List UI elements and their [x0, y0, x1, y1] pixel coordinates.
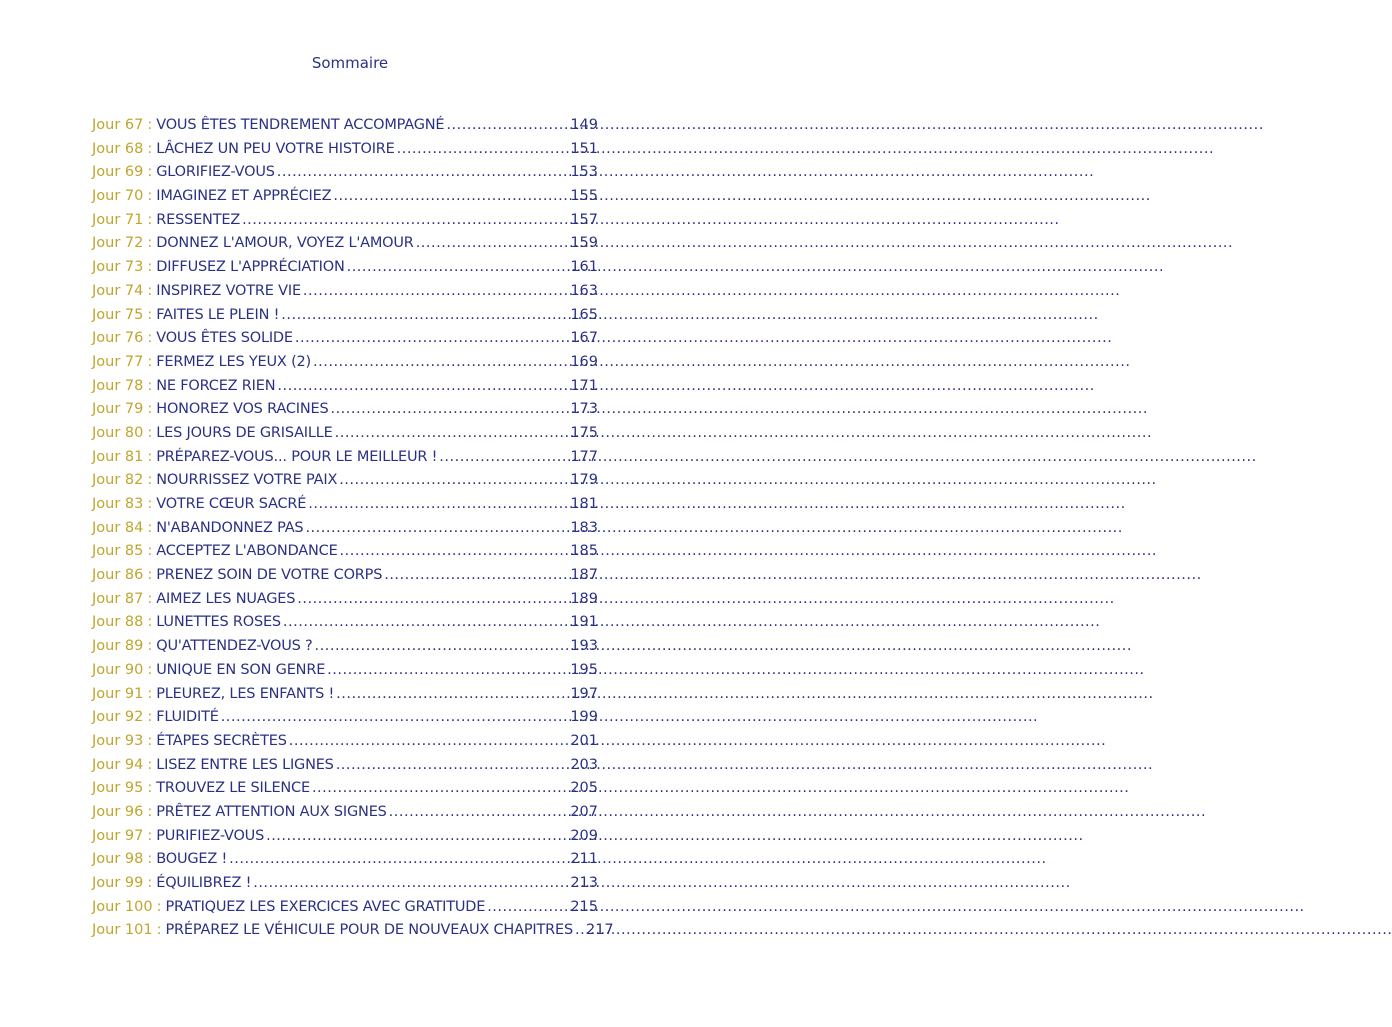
- toc-day-label: Jour 73: [92, 259, 144, 276]
- toc-dot-leader: [266, 825, 567, 849]
- toc-entry-title: AIMEZ LES NUAGES: [156, 590, 296, 607]
- toc-day-label: Jour 97: [92, 827, 144, 844]
- toc-day-label: Jour 87: [92, 590, 144, 607]
- toc-day-label: Jour 79: [92, 401, 144, 418]
- toc-day-label: Jour 74: [92, 282, 144, 299]
- toc-day-label: Jour 90: [92, 661, 144, 678]
- toc-day-label: Jour 68: [92, 140, 144, 157]
- toc-page-number: 153: [570, 164, 598, 181]
- toc-page-number: 189: [570, 590, 598, 607]
- toc-dot-leader: [330, 398, 567, 422]
- toc-page-number: 193: [570, 638, 598, 655]
- toc-entry-title: UNIQUE EN SON GENRE: [156, 661, 326, 678]
- toc-entry[interactable]: [92, 327, 598, 351]
- toc-separator: :: [147, 424, 153, 441]
- toc-day-label: Jour 84: [92, 519, 144, 536]
- toc-separator: :: [147, 851, 153, 868]
- toc-separator: :: [147, 827, 153, 844]
- toc-dot-leader: [283, 611, 567, 635]
- toc-entry[interactable]: [92, 517, 598, 541]
- toc-page-number: 203: [570, 756, 598, 773]
- toc-separator: :: [147, 353, 153, 370]
- toc-entry-title: VOTRE CŒUR SACRÉ: [156, 496, 307, 512]
- toc-page-number: 209: [570, 827, 598, 844]
- toc-dot-leader: [336, 754, 568, 778]
- toc-entry-title: QU'ATTENDEZ-VOUS ?: [156, 638, 313, 655]
- toc-page-number: 171: [570, 377, 598, 394]
- toc-dot-leader: [312, 777, 567, 801]
- toc-entry-title: FLUIDITÉ: [156, 709, 219, 726]
- toc-dot-leader: [389, 801, 568, 825]
- toc-page-number: 177: [570, 448, 598, 465]
- toc-day-label: Jour 99: [92, 875, 144, 891]
- toc-entry[interactable]: [92, 611, 598, 635]
- toc-dot-leader: [347, 256, 568, 280]
- toc-entry[interactable]: [92, 754, 598, 778]
- toc-entry[interactable]: [92, 588, 598, 612]
- toc-separator: :: [147, 780, 153, 797]
- toc-entry-title: TROUVEZ LE SILENCE: [156, 780, 310, 797]
- toc-entry[interactable]: [92, 138, 598, 162]
- toc-entry[interactable]: [92, 683, 598, 707]
- toc-entry[interactable]: [92, 114, 598, 138]
- toc-page-number: 211: [570, 851, 598, 868]
- toc-page-number: 187: [570, 567, 598, 584]
- toc-day-label: Jour 83: [92, 496, 144, 512]
- toc-entry[interactable]: [92, 232, 598, 256]
- toc-entry[interactable]: [92, 469, 598, 493]
- toc-entry-title: HONOREZ VOS RACINES: [156, 401, 329, 418]
- toc-dot-leader: [339, 469, 567, 493]
- toc-entry[interactable]: [92, 919, 614, 943]
- toc-page-number: 173: [570, 401, 598, 418]
- table-of-contents: [92, 114, 614, 943]
- toc-page-number: 181: [570, 496, 598, 512]
- toc-entry-title: LÂCHEZ UN PEU VOTRE HISTOIRE: [156, 140, 395, 157]
- toc-page-number: 163: [570, 282, 598, 299]
- toc-dot-leader: [277, 375, 567, 399]
- toc-entry[interactable]: [92, 375, 598, 399]
- toc-entry-title: FERMEZ LES YEUX (2): [156, 353, 312, 370]
- toc-entry-title: BOUGEZ !: [156, 851, 228, 868]
- toc-day-label: Jour 67: [92, 117, 144, 133]
- toc-separator: :: [147, 590, 153, 607]
- toc-entry-title: INSPIREZ VOTRE VIE: [156, 282, 301, 299]
- toc-entry-title: VOUS ÊTES SOLIDE: [156, 330, 293, 347]
- toc-day-label: Jour 69: [92, 164, 144, 181]
- toc-dot-leader: [439, 446, 567, 470]
- toc-page-number: 197: [570, 685, 598, 702]
- toc-day-label: Jour 94: [92, 756, 144, 773]
- toc-dot-leader: [384, 564, 567, 588]
- toc-dot-leader: [305, 517, 567, 541]
- toc-separator: :: [147, 211, 153, 228]
- toc-dot-leader: [327, 659, 567, 683]
- toc-dot-leader: [335, 422, 568, 446]
- toc-page-number: 183: [570, 519, 598, 536]
- toc-entry-title: FAITES LE PLEIN !: [156, 306, 280, 323]
- toc-entry[interactable]: [92, 540, 598, 564]
- toc-entry-title: VOUS ÊTES TENDREMENT ACCOMPAGNÉ: [156, 117, 445, 133]
- toc-separator: :: [147, 188, 153, 205]
- toc-entry[interactable]: [92, 659, 598, 683]
- toc-page-number: 207: [570, 803, 598, 820]
- toc-day-label: Jour 96: [92, 803, 144, 820]
- toc-day-label: Jour 71: [92, 211, 144, 228]
- toc-day-label: Jour 70: [92, 188, 144, 205]
- toc-separator: :: [147, 875, 153, 891]
- toc-entry[interactable]: [92, 896, 598, 920]
- toc-dot-leader: [487, 896, 567, 920]
- toc-page-number: 205: [570, 780, 598, 797]
- toc-dot-leader: [242, 209, 567, 233]
- toc-dot-leader: [308, 493, 567, 517]
- toc-separator: :: [147, 235, 153, 252]
- toc-separator: :: [147, 306, 153, 323]
- toc-day-label: Jour 98: [92, 851, 144, 868]
- toc-dot-leader: [313, 351, 567, 375]
- toc-entry[interactable]: [92, 256, 598, 280]
- toc-separator: :: [156, 922, 162, 939]
- toc-entry-title: ACCEPTEZ L'ABONDANCE: [156, 543, 338, 560]
- toc-entry[interactable]: [92, 185, 598, 209]
- toc-entry-title: ÉTAPES SECRÈTES: [156, 732, 287, 749]
- toc-day-label: Jour 85: [92, 543, 144, 560]
- toc-page-number: 165: [570, 306, 598, 323]
- toc-separator: :: [147, 614, 153, 631]
- toc-entry-title: NE FORCEZ RIEN: [156, 377, 276, 394]
- toc-entry-title: PRÊTEZ ATTENTION AUX SIGNES: [156, 803, 387, 820]
- toc-entry[interactable]: [92, 280, 598, 304]
- toc-entry-title: DIFFUSEZ L'APPRÉCIATION: [156, 259, 345, 276]
- toc-separator: :: [147, 685, 153, 702]
- toc-entry-title: DONNEZ L'AMOUR, VOYEZ L'AMOUR: [156, 235, 414, 252]
- toc-page-number: 155: [570, 188, 598, 205]
- toc-page-number: 175: [570, 424, 598, 441]
- toc-day-label: Jour 76: [92, 330, 144, 347]
- toc-dot-leader: [416, 232, 568, 256]
- toc-entry-title: GLORIFIEZ-VOUS: [156, 164, 275, 181]
- toc-entry[interactable]: [92, 351, 598, 375]
- toc-dot-leader: [221, 706, 568, 730]
- toc-day-label: Jour 101: [92, 922, 153, 939]
- toc-entry-title: PRATIQUEZ LES EXERCICES AVEC GRATITUDE: [165, 898, 486, 915]
- toc-page-number: 213: [570, 875, 598, 891]
- toc-entry[interactable]: [92, 825, 598, 849]
- toc-entry-title: LES JOURS DE GRISAILLE: [156, 424, 333, 441]
- toc-entry[interactable]: [92, 493, 598, 517]
- toc-entry-title: NOURRISSEZ VOTRE PAIX: [156, 472, 338, 489]
- toc-entry[interactable]: [92, 422, 598, 446]
- toc-dot-leader: [289, 730, 568, 754]
- toc-day-label: Jour 82: [92, 472, 144, 489]
- toc-separator: :: [147, 377, 153, 394]
- toc-entry[interactable]: [92, 398, 598, 422]
- toc-day-label: Jour 88: [92, 614, 144, 631]
- toc-separator: :: [147, 543, 153, 560]
- toc-entry-title: RESSENTEZ: [156, 211, 241, 228]
- toc-day-label: Jour 81: [92, 448, 144, 465]
- toc-day-label: Jour 100: [92, 898, 153, 915]
- toc-separator: :: [147, 401, 153, 418]
- toc-separator: :: [147, 496, 153, 512]
- toc-separator: :: [147, 448, 153, 465]
- toc-page-number: 199: [570, 709, 598, 726]
- toc-dot-leader: [446, 114, 567, 138]
- toc-separator: :: [147, 567, 153, 584]
- toc-separator: :: [156, 898, 162, 915]
- toc-dot-leader: [303, 280, 567, 304]
- toc-entry-title: IMAGINEZ ET APPRÉCIEZ: [156, 188, 332, 205]
- toc-separator: :: [147, 164, 153, 181]
- toc-entry[interactable]: [92, 872, 598, 896]
- toc-entry[interactable]: [92, 777, 598, 801]
- toc-entry-title: LISEZ ENTRE LES LIGNES: [156, 756, 334, 773]
- toc-separator: :: [147, 472, 153, 489]
- toc-entry-title: PRÉPAREZ LE VÉHICULE POUR DE NOUVEAUX CHAPITRES: [165, 922, 573, 939]
- toc-separator: :: [147, 330, 153, 347]
- toc-separator: :: [147, 117, 153, 133]
- toc-entry[interactable]: [92, 209, 598, 233]
- toc-dot-leader: [575, 919, 583, 943]
- toc-dot-leader: [281, 304, 567, 328]
- toc-page-number: 215: [570, 898, 598, 915]
- toc-day-label: Jour 75: [92, 306, 144, 323]
- toc-page-number: 201: [570, 732, 598, 749]
- toc-day-label: Jour 92: [92, 709, 144, 726]
- toc-separator: :: [147, 661, 153, 678]
- toc-page-number: 195: [570, 661, 598, 678]
- toc-entry[interactable]: [92, 730, 598, 754]
- toc-entry[interactable]: [92, 706, 598, 730]
- toc-separator: :: [147, 709, 153, 726]
- toc-separator: :: [147, 282, 153, 299]
- toc-dot-leader: [397, 138, 568, 162]
- toc-page-number: 179: [570, 472, 598, 489]
- toc-entry-title: PLEUREZ, LES ENFANTS !: [156, 685, 335, 702]
- toc-entry-title: N'ABANDONNEZ PAS: [156, 519, 304, 536]
- toc-entry[interactable]: [92, 848, 598, 872]
- toc-entry-title: PRÉPAREZ-VOUS... POUR LE MEILLEUR !: [156, 448, 438, 465]
- toc-page-number: 217: [585, 922, 614, 939]
- toc-separator: :: [147, 519, 153, 536]
- toc-page-number: 161: [570, 259, 598, 276]
- toc-page-number: 151: [570, 140, 598, 157]
- toc-separator: :: [147, 140, 153, 157]
- toc-dot-leader: [277, 161, 568, 185]
- toc-dot-leader: [340, 540, 568, 564]
- toc-entry-title: PURIFIEZ-VOUS: [156, 827, 265, 844]
- toc-page-number: 191: [570, 614, 598, 631]
- toc-page-number: 167: [570, 330, 598, 347]
- toc-entry[interactable]: [92, 801, 598, 825]
- toc-page-number: 149: [570, 117, 598, 133]
- toc-day-label: Jour 93: [92, 732, 144, 749]
- toc-page-number: 169: [570, 353, 598, 370]
- toc-dot-leader: [333, 185, 567, 209]
- toc-day-label: Jour 80: [92, 424, 144, 441]
- toc-separator: :: [147, 803, 153, 820]
- toc-day-label: Jour 95: [92, 780, 144, 797]
- toc-dot-leader: [295, 327, 567, 351]
- toc-dot-leader: [315, 635, 568, 659]
- toc-day-label: Jour 77: [92, 353, 144, 370]
- toc-entry-title: LUNETTES ROSES: [156, 614, 281, 631]
- toc-dot-leader: [336, 683, 567, 707]
- toc-day-label: Jour 91: [92, 685, 144, 702]
- toc-entry[interactable]: [92, 161, 598, 185]
- toc-separator: :: [147, 732, 153, 749]
- toc-separator: :: [147, 259, 153, 276]
- toc-entry[interactable]: [92, 635, 598, 659]
- toc-day-label: Jour 72: [92, 235, 144, 252]
- toc-dot-leader: [229, 848, 567, 872]
- toc-day-label: Jour 86: [92, 567, 144, 584]
- toc-dot-leader: [297, 588, 567, 612]
- toc-page-number: 157: [570, 211, 598, 228]
- toc-page-number: 185: [570, 543, 598, 560]
- toc-dot-leader: [253, 872, 567, 896]
- toc-day-label: Jour 89: [92, 638, 144, 655]
- page-title: Sommaire: [311, 54, 389, 72]
- toc-entry[interactable]: [92, 446, 598, 470]
- toc-entry[interactable]: [92, 304, 598, 328]
- toc-entry[interactable]: [92, 564, 598, 588]
- toc-separator: :: [147, 638, 153, 655]
- toc-entry-title: PRENEZ SOIN DE VOTRE CORPS: [156, 567, 383, 584]
- toc-separator: :: [147, 756, 153, 773]
- toc-day-label: Jour 78: [92, 377, 144, 394]
- toc-page-number: 159: [570, 235, 598, 252]
- toc-entry-title: ÉQUILIBREZ !: [156, 875, 252, 891]
